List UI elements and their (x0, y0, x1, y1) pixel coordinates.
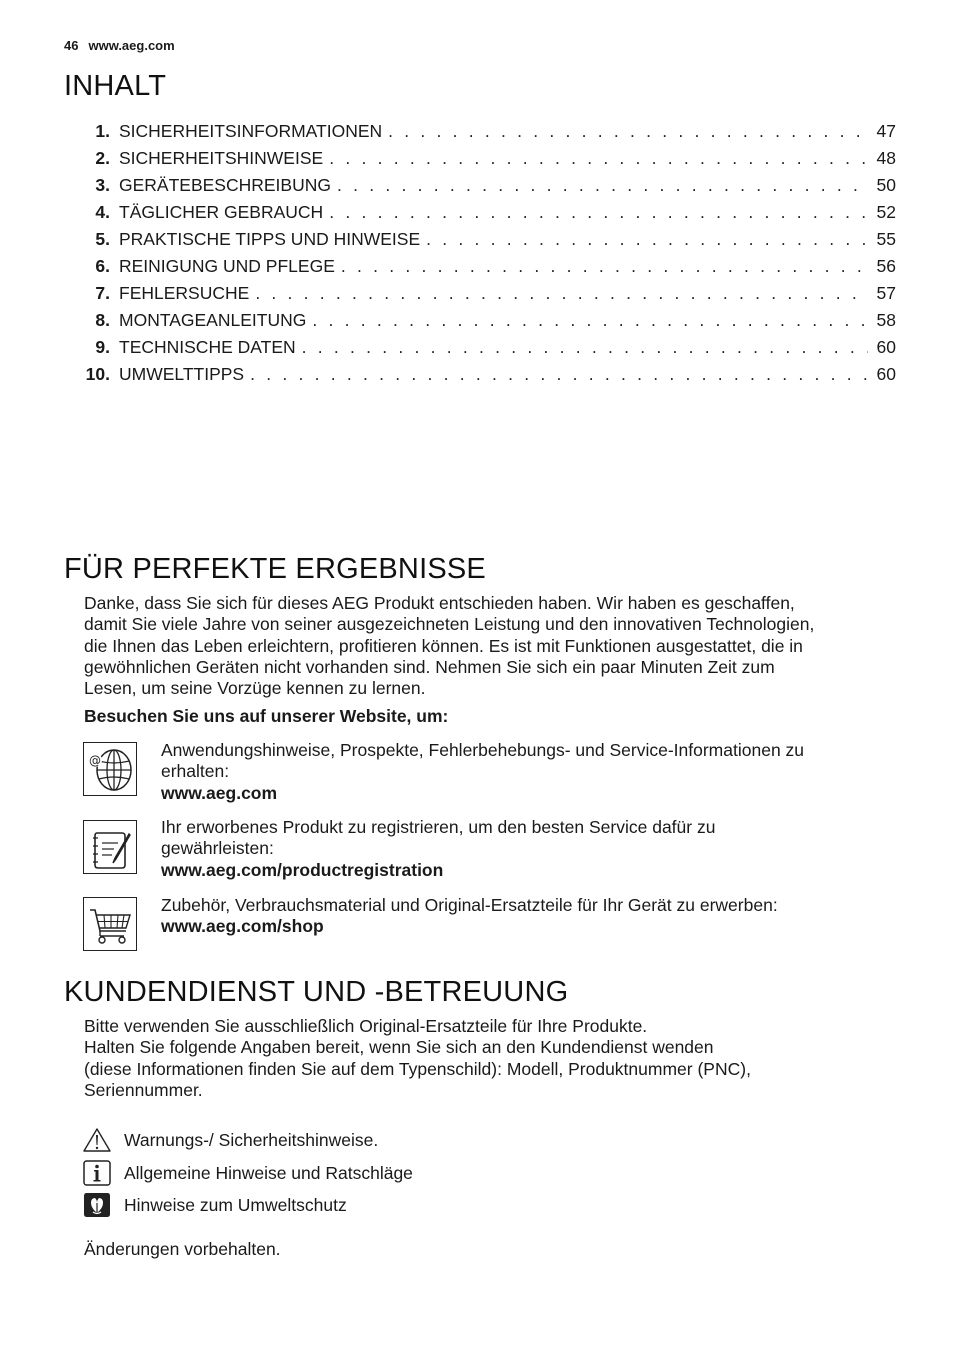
toc-item-title: MONTAGEANLEITUNG (119, 310, 307, 330)
toc-item[interactable] (84, 175, 896, 202)
intro-line: gewöhnlichen Geräten nicht vorhanden sind. Nehmen Sie sich ein paar Minuten Zeit zum (84, 656, 775, 677)
intro-line: Lesen, um seine Vorzüge kennen zu lernen. (84, 678, 426, 699)
link-description (161, 740, 881, 804)
link-text-line: Anwendungshinweise, Prospekte, Fehlerbehebungs- und Service-Informationen zu (161, 740, 805, 760)
toc-leader-dots (302, 337, 868, 358)
toc-item-page: 48 (876, 148, 896, 168)
toc-leader-dots (255, 283, 868, 304)
toc-item-page: 50 (876, 175, 896, 195)
toc-leader-dots (329, 202, 868, 223)
intro-paragraph (84, 593, 899, 699)
website-link[interactable]: www.aeg.com (161, 782, 278, 803)
toc-item-title: FEHLERSUCHE (119, 283, 250, 303)
toc-leader-dots (250, 364, 868, 385)
legend-text: Hinweise zum Umweltschutz (124, 1195, 347, 1215)
intro-line: Danke, dass Sie sich für dieses AEG Produkt entschieden haben. Wir haben es geschaffen, (84, 593, 795, 613)
toc-leader-dots (426, 229, 868, 250)
link-text-line: Zubehör, Verbrauchsmaterial und Original-Ersatzteile für Ihr Gerät zu erwerben: (161, 895, 778, 915)
product-registration-link[interactable]: www.aeg.com/productregistration (161, 859, 444, 880)
toc-item-title: SICHERHEITSINFORMATIONEN (119, 121, 383, 141)
toc-item-page: 52 (876, 202, 896, 222)
link-text-line: Ihr erworbenes Produkt zu registrieren, um den besten Service dafür zu (161, 817, 716, 837)
shop-link[interactable]: www.aeg.com/shop (161, 916, 324, 937)
toc-item-title: SICHERHEITSHINWEISE (119, 148, 324, 168)
link-description (161, 817, 881, 881)
info-icon (83, 1160, 111, 1186)
toc-leader-dots (312, 310, 868, 331)
service-section-title: KUNDENDIENST UND -BETREUUNG (64, 976, 569, 1008)
toc-item[interactable] (84, 148, 896, 175)
warning-icon (83, 1127, 111, 1153)
service-paragraph (84, 1016, 864, 1101)
toc-item-page: 58 (876, 310, 896, 330)
toc-item[interactable] (84, 202, 896, 229)
legend-text: Allgemeine Hinweise und Ratschläge (124, 1163, 413, 1183)
toc-item-number: 9. (95, 337, 110, 357)
results-section-title: FÜR PERFEKTE ERGEBNISSE (64, 553, 486, 585)
toc-item-number: 1. (95, 121, 110, 141)
legend-text: Warnungs-/ Sicherheitshinweise. (124, 1130, 379, 1150)
toc-item-number: 10. (85, 364, 110, 384)
link-text-line: gewährleisten: (161, 838, 274, 859)
toc-item-page: 57 (876, 283, 896, 303)
service-line: Bitte verwenden Sie ausschließlich Original-Ersatzteile für Ihre Produkte. (84, 1016, 648, 1036)
service-line: (diese Informationen finden Sie auf dem Typenschild): Modell, Produktnummer (PNC), (84, 1058, 751, 1079)
svg-text:@: @ (89, 753, 101, 768)
page-header (64, 38, 175, 53)
toc-leader-dots (341, 256, 868, 277)
link-description (161, 895, 881, 938)
toc-item[interactable] (84, 121, 896, 148)
toc-leader-dots (337, 175, 868, 196)
toc-leader-dots (329, 148, 868, 169)
toc-title: INHALT (64, 70, 167, 102)
toc-item-number: 4. (95, 202, 110, 222)
toc-item[interactable] (84, 310, 896, 337)
toc-item[interactable] (84, 229, 896, 256)
toc-item-number: 2. (95, 148, 110, 168)
service-line: Seriennummer. (84, 1079, 203, 1100)
table-of-contents (84, 121, 896, 391)
toc-item-page: 56 (876, 256, 896, 276)
toc-item[interactable] (84, 256, 896, 283)
toc-item-number: 6. (95, 256, 110, 276)
toc-item-title: REINIGUNG UND PFLEGE (119, 256, 335, 276)
shopping-cart-icon (83, 897, 137, 951)
toc-item-number: 8. (95, 310, 110, 330)
intro-line: die Ihnen das Leben erleichtern, profitieren können. Es ist mit Funktionen ausgestattet, die in (84, 635, 803, 656)
toc-item[interactable] (84, 337, 896, 364)
link-text-line: erhalten: (161, 761, 230, 782)
page-number: 46 (64, 38, 79, 53)
toc-item-title: TECHNISCHE DATEN (119, 337, 296, 357)
toc-item-number: 7. (95, 283, 110, 303)
toc-item-number: 3. (95, 175, 110, 195)
globe-icon (83, 742, 137, 796)
toc-item-page: 47 (876, 121, 896, 141)
toc-item-page: 60 (876, 364, 896, 384)
toc-item-page: 60 (876, 337, 896, 357)
visit-label: Besuchen Sie uns auf unserer Website, um: (84, 706, 449, 726)
toc-item-title: GERÄTEBESCHREIBUNG (119, 175, 331, 195)
toc-item-page: 55 (876, 229, 896, 249)
toc-item-title: UMWELTTIPPS (119, 364, 245, 384)
toc-item[interactable] (84, 364, 896, 391)
toc-item-title: TÄGLICHER GEBRAUCH (119, 202, 324, 222)
changes-reserved-note: Änderungen vorbehalten. (84, 1239, 281, 1259)
toc-item-title: PRAKTISCHE TIPPS UND HINWEISE (119, 229, 421, 249)
intro-line: damit Sie viele Jahre von seiner ausgezeichneten Leistung und den innovativen Technologien, (84, 614, 815, 635)
service-line: Halten Sie folgende Angaben bereit, wenn Sie sich an den Kundendienst wenden (84, 1037, 714, 1058)
environment-icon (83, 1192, 111, 1218)
registration-icon (83, 820, 137, 874)
header-website: www.aeg.com (88, 38, 175, 53)
toc-leader-dots (388, 121, 868, 142)
toc-item-number: 5. (95, 229, 110, 249)
toc-item[interactable] (84, 283, 896, 310)
